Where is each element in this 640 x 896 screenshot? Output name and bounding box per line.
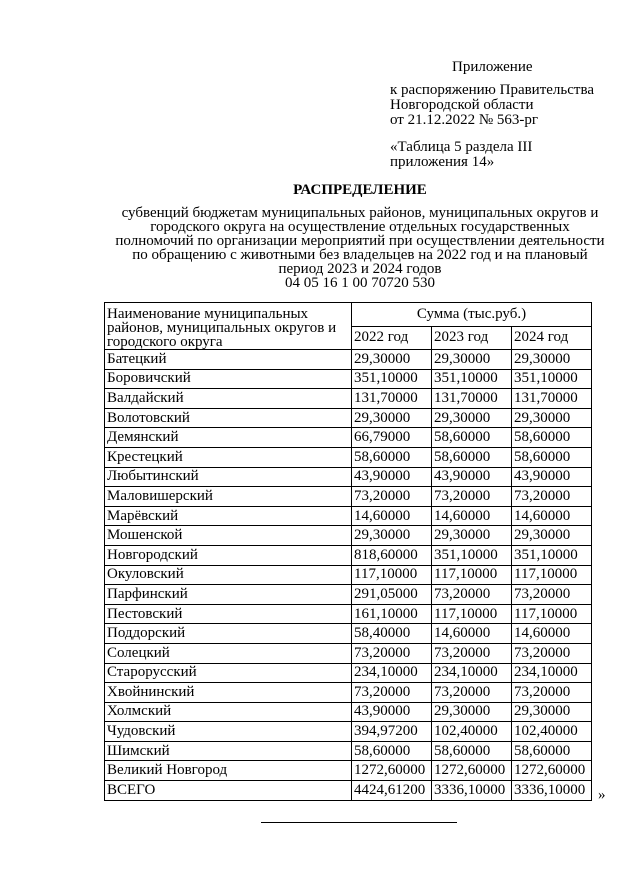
column-header-year: 2022 год <box>352 326 432 350</box>
municipality-name: Батецкий <box>105 350 352 370</box>
amount-cell: 14,60000 <box>352 506 432 526</box>
municipality-name: Маловишерский <box>105 487 352 507</box>
amount-cell: 14,60000 <box>432 506 512 526</box>
table-row <box>105 683 592 703</box>
amount-cell: 29,30000 <box>432 350 512 370</box>
table-row <box>105 643 592 663</box>
amount-cell: 58,60000 <box>512 428 592 448</box>
table-row <box>105 624 592 644</box>
amount-cell: 14,60000 <box>512 624 592 644</box>
municipality-name: Шимский <box>105 741 352 761</box>
amount-cell: 58,60000 <box>512 741 592 761</box>
appendix-block <box>390 60 594 170</box>
municipality-name: Волотовский <box>105 408 352 428</box>
amount-cell: 1272,60000 <box>432 761 512 781</box>
amount-cell: 234,10000 <box>512 663 592 683</box>
appendix-line: от 21.12.2022 № 563-рг <box>390 112 539 128</box>
municipality-name: Солецкий <box>105 643 352 663</box>
amount-cell: 73,20000 <box>432 683 512 703</box>
amount-cell: 73,20000 <box>432 487 512 507</box>
table-row <box>105 702 592 722</box>
municipality-name: Марёвский <box>105 506 352 526</box>
municipality-name: Парфинский <box>105 585 352 605</box>
amount-cell: 29,30000 <box>352 408 432 428</box>
amount-cell: 4424,61200 <box>352 781 432 801</box>
amount-cell: 3336,10000 <box>432 781 512 801</box>
amount-cell: 131,70000 <box>512 389 592 409</box>
amount-cell: 351,10000 <box>352 369 432 389</box>
amount-cell: 1272,60000 <box>352 761 432 781</box>
amount-cell: 29,30000 <box>512 702 592 722</box>
municipality-name: Любытинский <box>105 467 352 487</box>
amount-cell: 234,10000 <box>352 663 432 683</box>
amount-cell: 117,10000 <box>432 604 512 624</box>
amount-cell: 73,20000 <box>512 487 592 507</box>
municipality-name: Крестецкий <box>105 447 352 467</box>
table-row <box>105 722 592 742</box>
table-row <box>105 545 592 565</box>
amount-cell: 117,10000 <box>512 604 592 624</box>
amount-cell: 291,05000 <box>352 585 432 605</box>
distribution-table <box>104 302 592 801</box>
amount-cell: 351,10000 <box>432 545 512 565</box>
column-header-sum: Сумма (тыс.руб.) <box>352 303 592 327</box>
municipality-name: Мошенской <box>105 526 352 546</box>
amount-cell: 117,10000 <box>512 565 592 585</box>
table-row <box>105 350 592 370</box>
amount-cell: 73,20000 <box>432 643 512 663</box>
amount-cell: 73,20000 <box>352 643 432 663</box>
municipality-name: Старорусский <box>105 663 352 683</box>
municipality-name: Окуловский <box>105 565 352 585</box>
column-header-name: Наименование муниципальных районов, муниципальных округов и городского округа <box>105 303 352 350</box>
amount-cell: 234,10000 <box>432 663 512 683</box>
table-row <box>105 428 592 448</box>
amount-cell: 131,70000 <box>432 389 512 409</box>
amount-cell: 394,97200 <box>352 722 432 742</box>
closing-quote: » <box>598 787 606 803</box>
amount-cell: 351,10000 <box>512 369 592 389</box>
table-reference: приложения 14» <box>390 154 495 170</box>
amount-cell: 29,30000 <box>432 702 512 722</box>
amount-cell: 43,90000 <box>512 467 592 487</box>
table-row <box>105 447 592 467</box>
appendix-title: Приложение <box>452 59 533 75</box>
amount-cell: 1272,60000 <box>512 761 592 781</box>
divider-line <box>261 822 457 823</box>
table-row <box>105 389 592 409</box>
amount-cell: 117,10000 <box>352 565 432 585</box>
amount-cell: 818,60000 <box>352 545 432 565</box>
amount-cell: 73,20000 <box>512 585 592 605</box>
amount-cell: 102,40000 <box>432 722 512 742</box>
amount-cell: 73,20000 <box>352 683 432 703</box>
amount-cell: 3336,10000 <box>512 781 592 801</box>
amount-cell: 29,30000 <box>512 526 592 546</box>
amount-cell: 73,20000 <box>432 585 512 605</box>
amount-cell: 29,30000 <box>432 526 512 546</box>
table-row <box>105 663 592 683</box>
table-row <box>105 506 592 526</box>
document-title: РАСПРЕДЕЛЕНИЕ <box>293 182 427 198</box>
municipality-name: Демянский <box>105 428 352 448</box>
column-header-year: 2023 год <box>432 326 512 350</box>
amount-cell: 58,60000 <box>432 741 512 761</box>
table-row <box>105 487 592 507</box>
amount-cell: 131,70000 <box>352 389 432 409</box>
table-row <box>105 467 592 487</box>
municipality-name: Хвойнинский <box>105 683 352 703</box>
amount-cell: 58,60000 <box>352 741 432 761</box>
municipality-name: Пестовский <box>105 604 352 624</box>
table-row <box>105 408 592 428</box>
table-row <box>105 741 592 761</box>
table-row <box>105 565 592 585</box>
amount-cell: 351,10000 <box>512 545 592 565</box>
amount-cell: 351,10000 <box>432 369 512 389</box>
amount-cell: 29,30000 <box>432 408 512 428</box>
amount-cell: 58,60000 <box>432 447 512 467</box>
amount-cell: 14,60000 <box>432 624 512 644</box>
document-subtitle: субвенций бюджетам муниципальных районов, муниципальных округов и городского округа на осуществление отдельных государственных полномочий по организации мероприятий при осуществлении деятельности по обращению с животными без владельцев на 2022 год и на плановый период 2023 и 2024 годов <box>115 205 605 277</box>
amount-cell: 73,20000 <box>512 683 592 703</box>
table-row <box>105 526 592 546</box>
amount-cell: 29,30000 <box>512 408 592 428</box>
amount-cell: 73,20000 <box>352 487 432 507</box>
table-reference: «Таблица 5 раздела III <box>390 139 533 155</box>
amount-cell: 58,60000 <box>432 428 512 448</box>
municipality-name: Холмский <box>105 702 352 722</box>
amount-cell: 43,90000 <box>352 467 432 487</box>
amount-cell: 117,10000 <box>432 565 512 585</box>
amount-cell: 102,40000 <box>512 722 592 742</box>
table-row <box>105 761 592 781</box>
amount-cell: 43,90000 <box>352 702 432 722</box>
municipality-name: Новгородский <box>105 545 352 565</box>
municipality-name: Валдайский <box>105 389 352 409</box>
table-row <box>105 604 592 624</box>
amount-cell: 66,79000 <box>352 428 432 448</box>
appendix-line: Новгородской области <box>390 97 534 113</box>
municipality-name: Великий Новгород <box>105 761 352 781</box>
amount-cell: 29,30000 <box>352 350 432 370</box>
appendix-line: к распоряжению Правительства <box>390 82 595 98</box>
amount-cell: 29,30000 <box>352 526 432 546</box>
table-row <box>105 369 592 389</box>
amount-cell: 161,10000 <box>352 604 432 624</box>
budget-code: 04 05 16 1 00 70720 530 <box>285 275 435 291</box>
column-header-year: 2024 год <box>512 326 592 350</box>
amount-cell: 58,40000 <box>352 624 432 644</box>
amount-cell: 43,90000 <box>432 467 512 487</box>
municipality-name: Боровичский <box>105 369 352 389</box>
table-row <box>105 781 592 801</box>
table-row <box>105 585 592 605</box>
amount-cell: 14,60000 <box>512 506 592 526</box>
municipality-name: ВСЕГО <box>105 781 352 801</box>
municipality-name: Поддорский <box>105 624 352 644</box>
amount-cell: 58,60000 <box>352 447 432 467</box>
municipality-name: Чудовский <box>105 722 352 742</box>
amount-cell: 58,60000 <box>512 447 592 467</box>
amount-cell: 73,20000 <box>512 643 592 663</box>
amount-cell: 29,30000 <box>512 350 592 370</box>
